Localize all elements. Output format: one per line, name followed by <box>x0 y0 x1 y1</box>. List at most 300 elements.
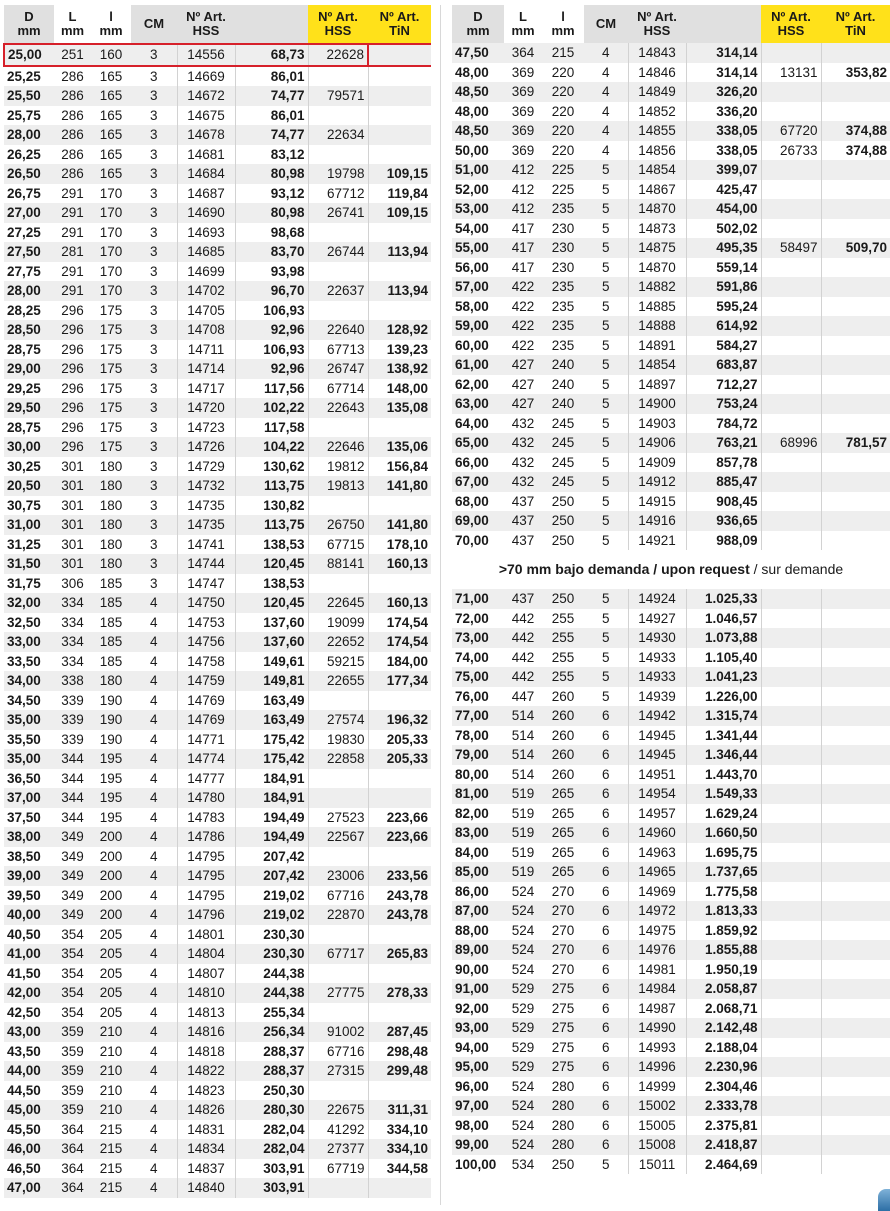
cm-cell: 6 <box>584 1018 628 1038</box>
total-length-cell: 349 <box>54 905 91 925</box>
cm-cell: 3 <box>131 86 177 106</box>
art-hss-yellow-cell <box>308 418 368 438</box>
cm-cell: 4 <box>131 593 177 613</box>
diameter-cell: 50,00 <box>452 141 504 161</box>
art-tin-cell <box>821 277 890 297</box>
table-row <box>4 1003 431 1023</box>
flute-length-cell: 275 <box>542 999 584 1019</box>
art-tin-cell <box>821 394 890 414</box>
col-cm-header: CM <box>131 5 177 44</box>
table-row <box>4 515 431 535</box>
art-hss-cell: 14951 <box>628 765 686 785</box>
table-row <box>452 667 890 687</box>
art-tin-cell <box>821 609 890 629</box>
cm-cell: 3 <box>131 574 177 594</box>
price-cell: 988,09 <box>686 531 761 551</box>
price-cell: 1.341,44 <box>686 726 761 746</box>
art-tin-cell <box>821 511 890 531</box>
art-hss-cell: 14963 <box>628 843 686 863</box>
flute-length-cell: 215 <box>542 43 584 63</box>
total-length-cell: 354 <box>54 925 91 945</box>
art-hss-yellow-cell <box>761 43 821 63</box>
total-length-cell: 422 <box>504 277 542 297</box>
diameter-cell: 80,00 <box>452 765 504 785</box>
cm-cell: 3 <box>131 340 177 360</box>
art-hss-yellow-cell: 26733 <box>761 141 821 161</box>
art-hss-cell: 14870 <box>628 199 686 219</box>
cm-cell: 6 <box>584 1077 628 1097</box>
cm-cell: 5 <box>584 219 628 239</box>
art-hss-cell: 14855 <box>628 121 686 141</box>
price-cell: 2.418,87 <box>686 1135 761 1155</box>
art-hss-yellow-cell: 67720 <box>761 121 821 141</box>
cm-cell: 5 <box>584 316 628 336</box>
flute-length-cell: 190 <box>91 730 131 750</box>
cm-cell: 5 <box>584 511 628 531</box>
total-length-cell: 369 <box>504 82 542 102</box>
price-cell: 2.188,04 <box>686 1038 761 1058</box>
art-hss-yellow-cell <box>761 940 821 960</box>
diameter-cell: 72,00 <box>452 609 504 629</box>
table-row <box>4 905 431 925</box>
corner-logo-fragment <box>878 1189 890 1211</box>
price-cell: 96,70 <box>235 281 308 301</box>
total-length-cell: 364 <box>54 1159 91 1179</box>
col-price-header <box>235 5 308 44</box>
total-length-cell: 432 <box>504 453 542 473</box>
table-row <box>4 769 431 789</box>
cm-cell: 3 <box>131 262 177 282</box>
total-length-cell: 364 <box>504 43 542 63</box>
cm-cell: 3 <box>131 496 177 516</box>
cm-cell: 5 <box>584 667 628 687</box>
flute-length-cell: 175 <box>91 359 131 379</box>
total-length-cell: 339 <box>54 691 91 711</box>
price-cell: 117,58 <box>235 418 308 438</box>
diameter-cell: 89,00 <box>452 940 504 960</box>
cm-cell: 4 <box>584 121 628 141</box>
art-tin-cell <box>368 106 431 126</box>
total-length-cell: 432 <box>504 433 542 453</box>
cm-cell: 4 <box>131 1003 177 1023</box>
art-hss-cell: 15011 <box>628 1155 686 1175</box>
cm-cell: 6 <box>584 979 628 999</box>
price-cell: 288,37 <box>235 1061 308 1081</box>
art-tin-cell <box>368 125 431 145</box>
art-hss-cell: 14687 <box>177 184 235 204</box>
art-tin-cell <box>821 531 890 551</box>
flute-length-cell: 180 <box>91 496 131 516</box>
cm-cell: 4 <box>131 847 177 867</box>
diameter-cell: 62,00 <box>452 375 504 395</box>
cm-cell: 5 <box>584 199 628 219</box>
diameter-cell: 48,50 <box>452 82 504 102</box>
total-length-cell: 519 <box>504 784 542 804</box>
table-row <box>452 199 890 219</box>
flute-length-cell: 180 <box>91 671 131 691</box>
table-row <box>4 418 431 438</box>
table-row <box>452 882 890 902</box>
art-tin-cell <box>821 43 890 63</box>
art-hss-yellow-cell: 67716 <box>308 1042 368 1062</box>
table-row <box>4 866 431 886</box>
column-divider <box>440 5 441 1205</box>
art-hss-cell: 14786 <box>177 827 235 847</box>
price-cell: 219,02 <box>235 886 308 906</box>
price-cell: 92,96 <box>235 320 308 340</box>
total-length-cell: 417 <box>504 238 542 258</box>
art-hss-cell: 14854 <box>628 355 686 375</box>
total-length-cell: 524 <box>504 1077 542 1097</box>
cm-cell: 6 <box>584 745 628 765</box>
price-cell: 138,53 <box>235 574 308 594</box>
art-tin-cell: 148,00 <box>368 379 431 399</box>
flute-length-cell: 260 <box>542 745 584 765</box>
cm-cell: 4 <box>131 964 177 984</box>
table-row <box>4 788 431 808</box>
art-tin-cell: 178,10 <box>368 535 431 555</box>
flute-length-cell: 215 <box>91 1159 131 1179</box>
art-hss-yellow-cell: 22655 <box>308 671 368 691</box>
art-hss-yellow-cell <box>308 496 368 516</box>
art-hss-cell: 14723 <box>177 418 235 438</box>
price-cell: 1.105,40 <box>686 648 761 668</box>
cm-cell: 4 <box>131 1081 177 1101</box>
art-tin-cell: 109,15 <box>368 203 431 223</box>
flute-length-cell: 270 <box>542 901 584 921</box>
cm-cell: 3 <box>131 554 177 574</box>
art-hss-cell: 14990 <box>628 1018 686 1038</box>
table-row <box>4 749 431 769</box>
price-cell: 230,30 <box>235 944 308 964</box>
total-length-cell: 349 <box>54 827 91 847</box>
art-hss-cell: 14732 <box>177 476 235 496</box>
total-length-cell: 524 <box>504 960 542 980</box>
art-hss-yellow-cell: 27775 <box>308 983 368 1003</box>
total-length-cell: 354 <box>54 1003 91 1023</box>
art-tin-cell <box>368 1178 431 1198</box>
price-cell: 1.046,57 <box>686 609 761 629</box>
price-cell: 80,98 <box>235 203 308 223</box>
art-hss-cell: 14849 <box>628 82 686 102</box>
art-hss-cell: 14669 <box>177 66 235 87</box>
cm-cell: 6 <box>584 843 628 863</box>
cm-cell: 4 <box>584 63 628 83</box>
art-tin-cell: 205,33 <box>368 749 431 769</box>
flute-length-cell: 280 <box>542 1116 584 1136</box>
cm-cell: 6 <box>584 1135 628 1155</box>
art-hss-cell: 14747 <box>177 574 235 594</box>
art-tin-cell: 287,45 <box>368 1022 431 1042</box>
cm-cell: 5 <box>584 433 628 453</box>
art-hss-cell: 14678 <box>177 125 235 145</box>
cm-cell: 5 <box>584 336 628 356</box>
flute-length-cell: 235 <box>542 336 584 356</box>
table-row <box>452 258 890 278</box>
price-cell: 314,14 <box>686 43 761 63</box>
art-hss-cell: 14684 <box>177 164 235 184</box>
cm-cell: 4 <box>131 613 177 633</box>
total-length-cell: 524 <box>504 1116 542 1136</box>
col-hss-yellow-header: Nº Art. HSS <box>761 5 821 43</box>
total-length-cell: 524 <box>504 1096 542 1116</box>
art-hss-cell: 14744 <box>177 554 235 574</box>
total-length-cell: 524 <box>504 1135 542 1155</box>
art-tin-cell <box>368 964 431 984</box>
art-hss-yellow-cell <box>761 1116 821 1136</box>
diameter-cell: 88,00 <box>452 921 504 941</box>
cm-cell: 6 <box>584 921 628 941</box>
cm-cell: 3 <box>131 242 177 262</box>
art-hss-yellow-cell <box>761 219 821 239</box>
art-hss-cell: 14816 <box>177 1022 235 1042</box>
art-hss-cell: 14818 <box>177 1042 235 1062</box>
art-hss-yellow-cell <box>308 301 368 321</box>
price-cell: 256,34 <box>235 1022 308 1042</box>
table-row <box>452 1096 890 1116</box>
table-row <box>4 827 431 847</box>
flute-length-cell: 270 <box>542 882 584 902</box>
price-cell: 314,14 <box>686 63 761 83</box>
art-hss-yellow-cell: 22640 <box>308 320 368 340</box>
total-length-cell: 514 <box>504 706 542 726</box>
diameter-cell: 29,25 <box>4 379 54 399</box>
flute-length-cell: 175 <box>91 301 131 321</box>
art-hss-yellow-cell <box>308 262 368 282</box>
art-hss-yellow-cell: 67713 <box>308 340 368 360</box>
total-length-cell: 291 <box>54 184 91 204</box>
diameter-cell: 30,25 <box>4 457 54 477</box>
price-cell: 207,42 <box>235 847 308 867</box>
art-hss-cell: 14753 <box>177 613 235 633</box>
diameter-cell: 42,50 <box>4 1003 54 1023</box>
art-hss-cell: 14741 <box>177 535 235 555</box>
price-cell: 338,05 <box>686 121 761 141</box>
art-hss-yellow-cell <box>761 297 821 317</box>
art-tin-cell: 141,80 <box>368 515 431 535</box>
art-hss-cell: 14939 <box>628 687 686 707</box>
art-hss-yellow-cell <box>761 589 821 609</box>
price-cell: 149,61 <box>235 652 308 672</box>
total-length-cell: 359 <box>54 1061 91 1081</box>
table-row <box>452 823 890 843</box>
table-row <box>452 726 890 746</box>
upon-request-note <box>452 550 890 589</box>
table-row <box>4 574 431 594</box>
art-hss-yellow-cell <box>761 1135 821 1155</box>
art-hss-yellow-cell: 67712 <box>308 184 368 204</box>
cm-cell: 5 <box>584 180 628 200</box>
price-cell: 1.073,88 <box>686 628 761 648</box>
price-cell: 2.142,48 <box>686 1018 761 1038</box>
art-hss-yellow-cell <box>761 1155 821 1175</box>
table-row <box>452 394 890 414</box>
art-hss-cell: 14909 <box>628 453 686 473</box>
art-hss-yellow-cell <box>761 1077 821 1097</box>
total-length-cell: 359 <box>54 1042 91 1062</box>
cm-cell: 4 <box>131 691 177 711</box>
art-hss-cell: 14780 <box>177 788 235 808</box>
cm-cell: 3 <box>131 320 177 340</box>
art-tin-cell <box>368 44 431 66</box>
art-tin-cell <box>821 589 890 609</box>
art-hss-cell: 14783 <box>177 808 235 828</box>
price-cell: 1.226,00 <box>686 687 761 707</box>
art-tin-cell <box>821 82 890 102</box>
diameter-cell: 28,25 <box>4 301 54 321</box>
table-row <box>452 375 890 395</box>
art-hss-yellow-cell: 22634 <box>308 125 368 145</box>
cm-cell: 5 <box>584 609 628 629</box>
cm-cell: 6 <box>584 804 628 824</box>
art-hss-yellow-cell: 19830 <box>308 730 368 750</box>
total-length-cell: 524 <box>504 901 542 921</box>
diameter-cell: 36,50 <box>4 769 54 789</box>
table-row <box>452 336 890 356</box>
price-cell: 86,01 <box>235 106 308 126</box>
price-cell: 784,72 <box>686 414 761 434</box>
art-tin-cell <box>368 86 431 106</box>
flute-length-cell: 190 <box>91 691 131 711</box>
flute-length-cell: 250 <box>542 589 584 609</box>
art-hss-yellow-cell <box>761 609 821 629</box>
diameter-cell: 38,00 <box>4 827 54 847</box>
diameter-cell: 75,00 <box>452 667 504 687</box>
cm-cell: 4 <box>131 983 177 1003</box>
art-tin-cell <box>821 472 890 492</box>
total-length-cell: 369 <box>504 63 542 83</box>
art-tin-cell: 223,66 <box>368 808 431 828</box>
art-hss-yellow-cell <box>308 223 368 243</box>
cm-cell: 4 <box>131 886 177 906</box>
art-tin-cell: 311,31 <box>368 1100 431 1120</box>
price-cell: 230,30 <box>235 925 308 945</box>
cm-cell: 4 <box>131 710 177 730</box>
art-hss-yellow-cell <box>761 843 821 863</box>
table-row <box>4 730 431 750</box>
diameter-cell: 58,00 <box>452 297 504 317</box>
diameter-cell: 44,00 <box>4 1061 54 1081</box>
cm-cell: 6 <box>584 823 628 843</box>
cm-cell: 5 <box>584 375 628 395</box>
art-hss-yellow-cell: 26747 <box>308 359 368 379</box>
flute-length-cell: 165 <box>91 164 131 184</box>
art-hss-cell: 14930 <box>628 628 686 648</box>
flute-length-cell: 185 <box>91 593 131 613</box>
total-length-cell: 339 <box>54 730 91 750</box>
art-hss-yellow-cell <box>761 784 821 804</box>
art-tin-cell <box>368 847 431 867</box>
price-cell: 1.041,23 <box>686 667 761 687</box>
diameter-cell: 27,25 <box>4 223 54 243</box>
art-tin-cell: 243,78 <box>368 905 431 925</box>
total-length-cell: 514 <box>504 745 542 765</box>
art-tin-cell <box>821 199 890 219</box>
art-tin-cell: 344,58 <box>368 1159 431 1179</box>
art-hss-cell: 14960 <box>628 823 686 843</box>
art-hss-yellow-cell <box>761 862 821 882</box>
table-row <box>4 437 431 457</box>
flute-length-cell: 235 <box>542 297 584 317</box>
art-tin-cell <box>821 297 890 317</box>
flute-length-cell: 235 <box>542 199 584 219</box>
art-hss-cell: 14831 <box>177 1120 235 1140</box>
diameter-cell: 28,00 <box>4 125 54 145</box>
diameter-cell: 59,00 <box>452 316 504 336</box>
table-row <box>452 121 890 141</box>
table-row <box>452 862 890 882</box>
flute-length-cell: 220 <box>542 82 584 102</box>
art-hss-yellow-cell: 27315 <box>308 1061 368 1081</box>
table-row <box>4 535 431 555</box>
price-cell: 83,70 <box>235 242 308 262</box>
total-length-cell: 359 <box>54 1081 91 1101</box>
diameter-cell: 27,00 <box>4 203 54 223</box>
flute-length-cell: 240 <box>542 375 584 395</box>
art-hss-cell: 14826 <box>177 1100 235 1120</box>
art-tin-cell <box>821 160 890 180</box>
art-hss-yellow-cell <box>761 277 821 297</box>
table-row <box>452 297 890 317</box>
table-row <box>452 160 890 180</box>
total-length-cell: 281 <box>54 242 91 262</box>
flute-length-cell: 185 <box>91 613 131 633</box>
cm-cell: 5 <box>584 453 628 473</box>
price-cell: 1.025,33 <box>686 589 761 609</box>
table-row <box>4 379 431 399</box>
table-row <box>452 219 890 239</box>
art-hss-yellow-cell <box>761 472 821 492</box>
cm-cell: 6 <box>584 901 628 921</box>
total-length-cell: 301 <box>54 535 91 555</box>
price-cell: 137,60 <box>235 613 308 633</box>
art-hss-cell: 14807 <box>177 964 235 984</box>
art-tin-cell: 374,88 <box>821 141 890 161</box>
art-hss-cell: 14965 <box>628 862 686 882</box>
flute-length-cell: 200 <box>91 905 131 925</box>
flute-length-cell: 180 <box>91 515 131 535</box>
col-diameter-header: D mm <box>452 5 504 43</box>
diameter-cell: 51,00 <box>452 160 504 180</box>
flute-length-cell: 260 <box>542 687 584 707</box>
note-bold-text: >70 mm bajo demanda / upon request <box>498 561 750 577</box>
art-tin-cell: 509,70 <box>821 238 890 258</box>
total-length-cell: 291 <box>54 281 91 301</box>
art-tin-cell <box>821 102 890 122</box>
diameter-cell: 33,50 <box>4 652 54 672</box>
total-length-cell: 296 <box>54 398 91 418</box>
art-hss-yellow-cell: 22628 <box>308 44 368 66</box>
col-hss-yellow-header: Nº Art. HSS <box>308 5 368 44</box>
art-hss-yellow-cell <box>761 804 821 824</box>
diameter-cell: 91,00 <box>452 979 504 999</box>
art-hss-yellow-cell <box>308 145 368 165</box>
diameter-cell: 78,00 <box>452 726 504 746</box>
table-row <box>4 476 431 496</box>
total-length-cell: 442 <box>504 667 542 687</box>
price-cell: 2.068,71 <box>686 999 761 1019</box>
art-hss-cell: 14681 <box>177 145 235 165</box>
art-hss-cell: 14933 <box>628 648 686 668</box>
diameter-cell: 48,00 <box>452 102 504 122</box>
table-row <box>4 203 431 223</box>
total-length-cell: 354 <box>54 944 91 964</box>
art-hss-yellow-cell: 79571 <box>308 86 368 106</box>
table-row <box>452 628 890 648</box>
flute-length-cell: 230 <box>542 219 584 239</box>
table-row <box>452 589 890 609</box>
diameter-cell: 25,50 <box>4 86 54 106</box>
